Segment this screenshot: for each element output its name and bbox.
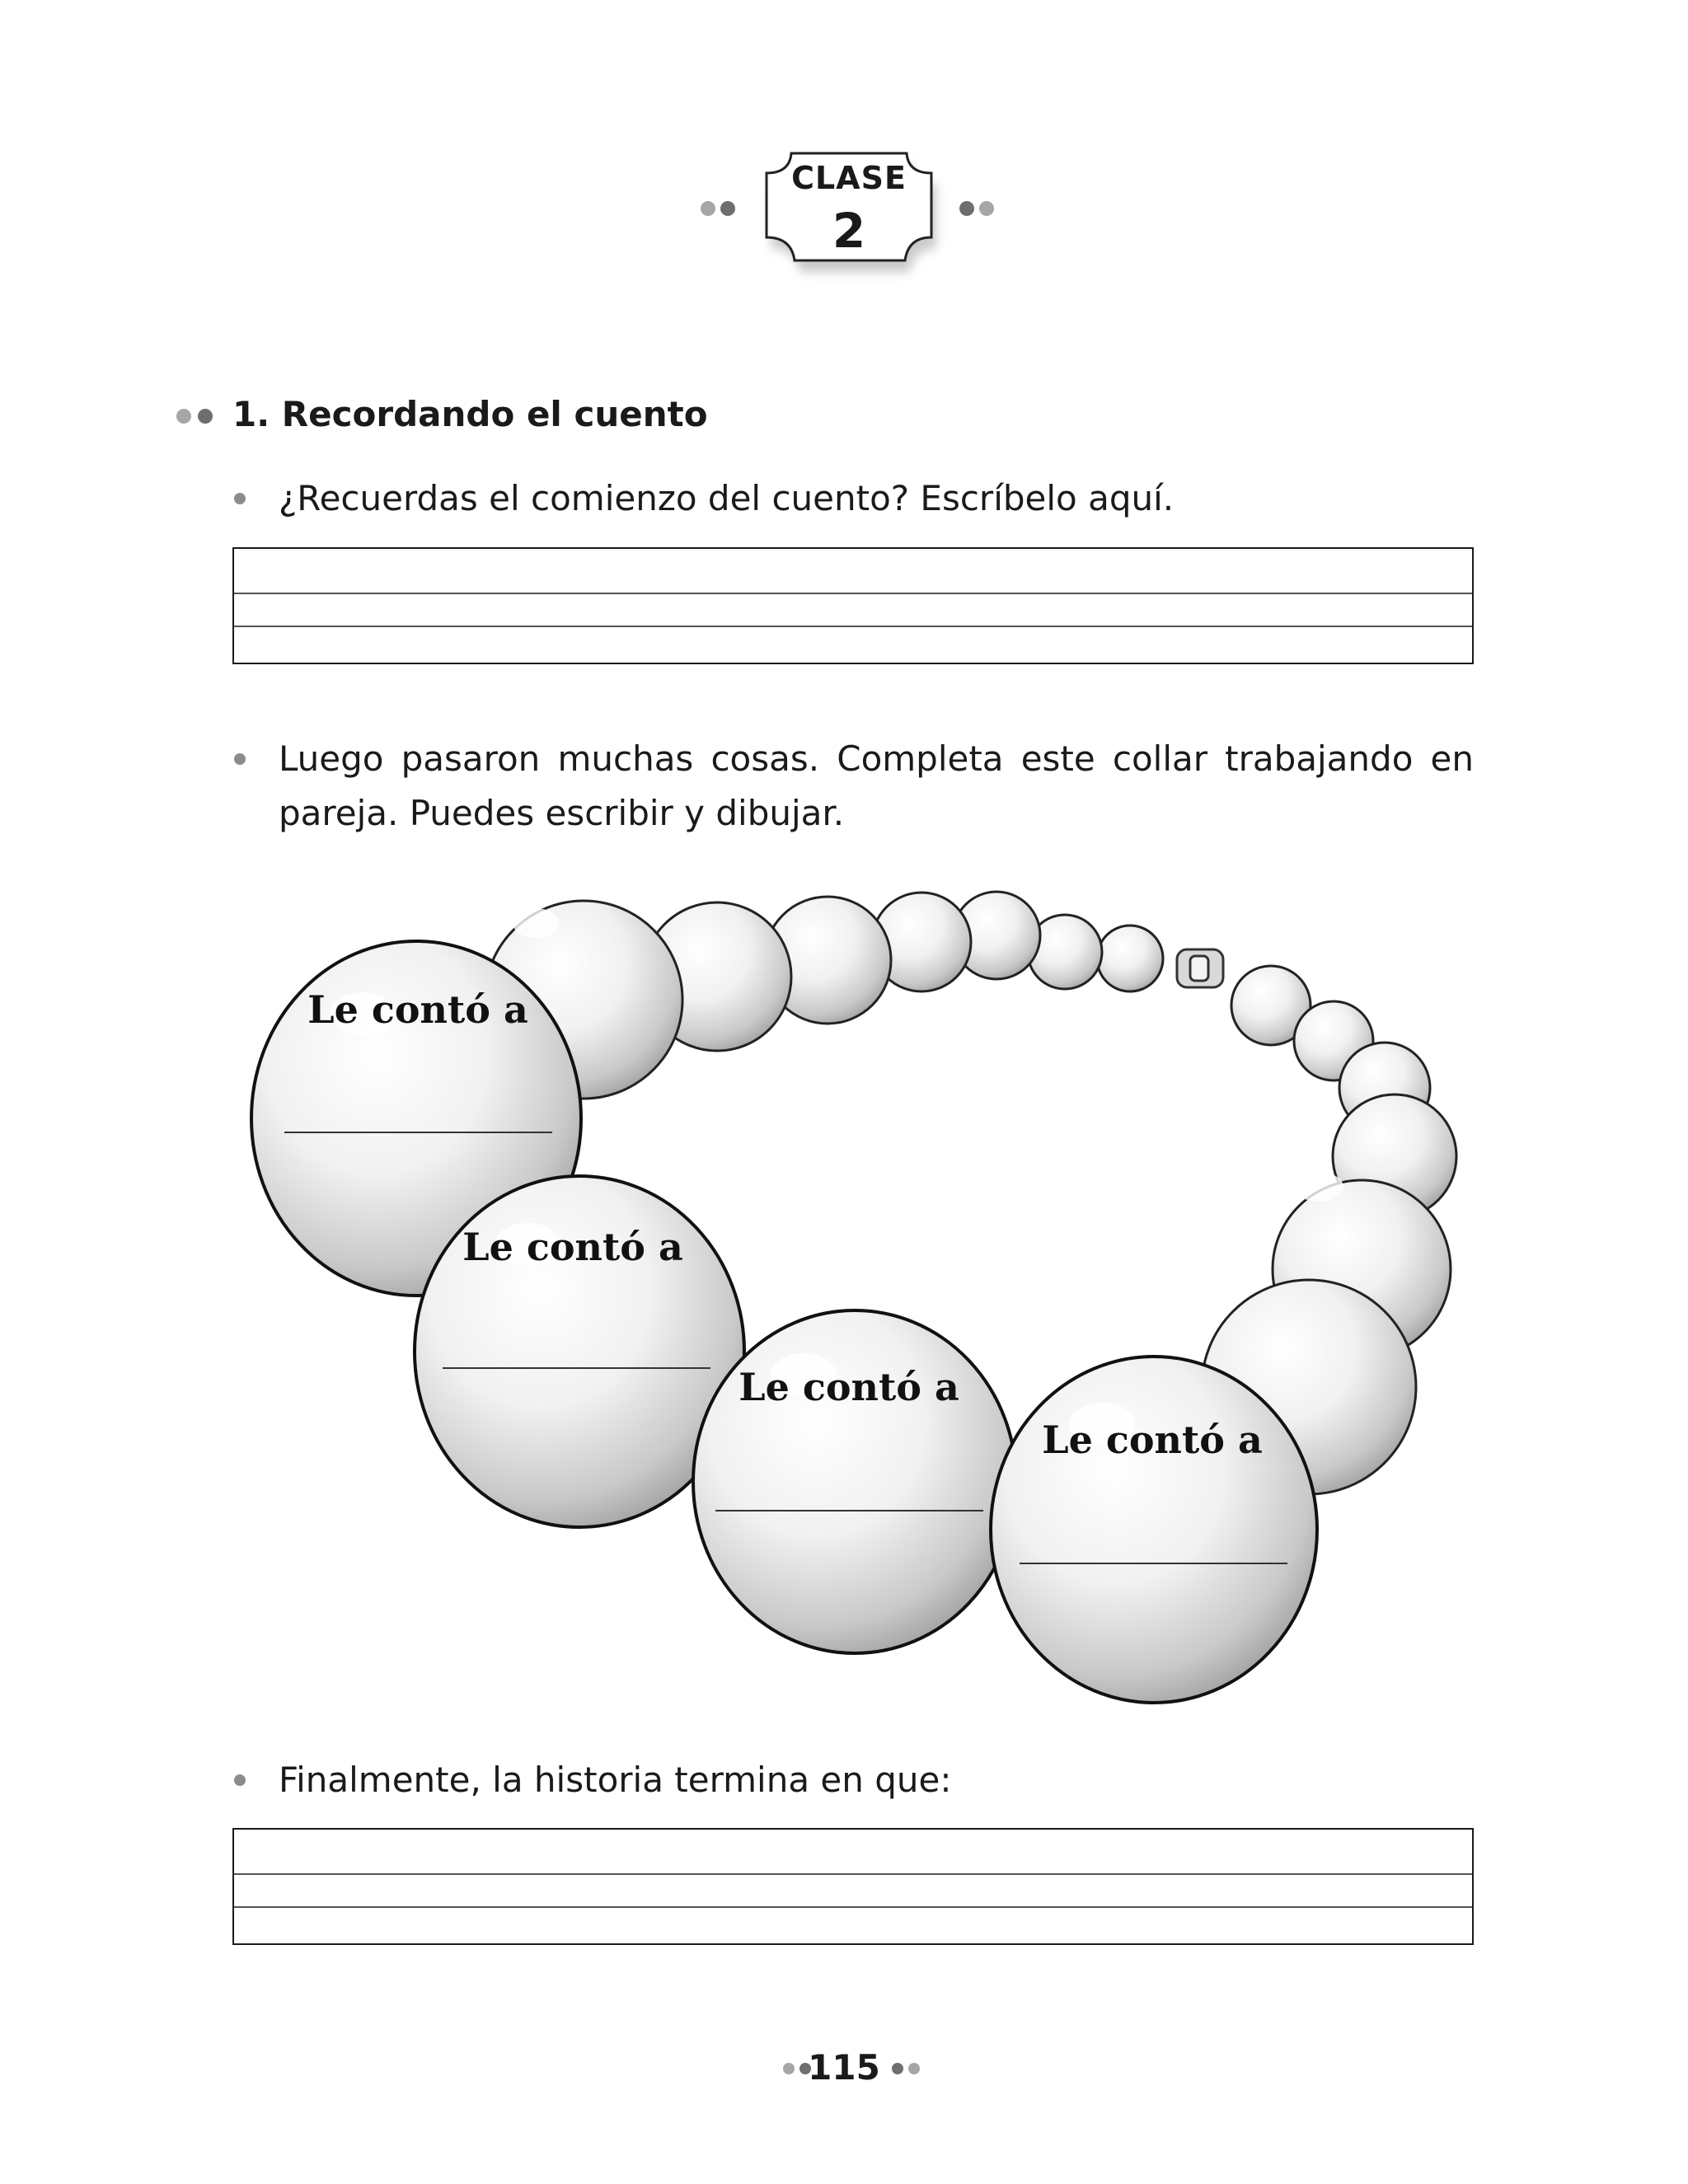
pearl-label-1: Le contó a [307,987,528,1032]
clasp [1177,949,1223,987]
badge-number: 2 [832,203,866,259]
writing-line [234,1873,1472,1875]
bullet [234,493,246,504]
badge-label: CLASE [791,160,907,196]
pearl [1097,926,1163,991]
decor-dot [176,409,191,424]
answer-box-beginning[interactable] [232,547,1474,664]
pearl-label-3: Le contó a [738,1365,959,1409]
prompt-ending: Finalmente, la historia termina en que: [279,1760,952,1800]
decor-dot [959,201,974,216]
section-title: 1. Recordando el cuento [232,394,708,434]
bullet [234,1774,246,1786]
decor-dot [908,2063,920,2074]
page-number: 115 [808,2047,880,2088]
writing-line [234,593,1472,594]
writing-line [234,1906,1472,1908]
writing-line [234,626,1472,627]
decor-dot [979,201,994,216]
decor-dot [720,201,735,216]
necklace-illustration [231,857,1484,1714]
decor-dot [783,2063,795,2074]
pearl-large [991,1357,1317,1703]
answer-box-ending[interactable] [232,1828,1474,1945]
pearl-label-2: Le contó a [462,1225,683,1269]
decor-dot [892,2063,903,2074]
prompt-middle: Luego pasaron muchas cosas. Completa este collar trabajando en pareja. Puedes escribir y dibujar. [279,738,1474,833]
decor-dot [701,201,715,216]
prompt-beginning: ¿Recuerdas el comienzo del cuento? Escríbelo aquí. [279,478,1175,518]
decor-dot [198,409,213,424]
pearl-large [693,1310,1016,1653]
bullet [234,753,246,765]
pearl-label-4: Le contó a [1042,1418,1263,1462]
